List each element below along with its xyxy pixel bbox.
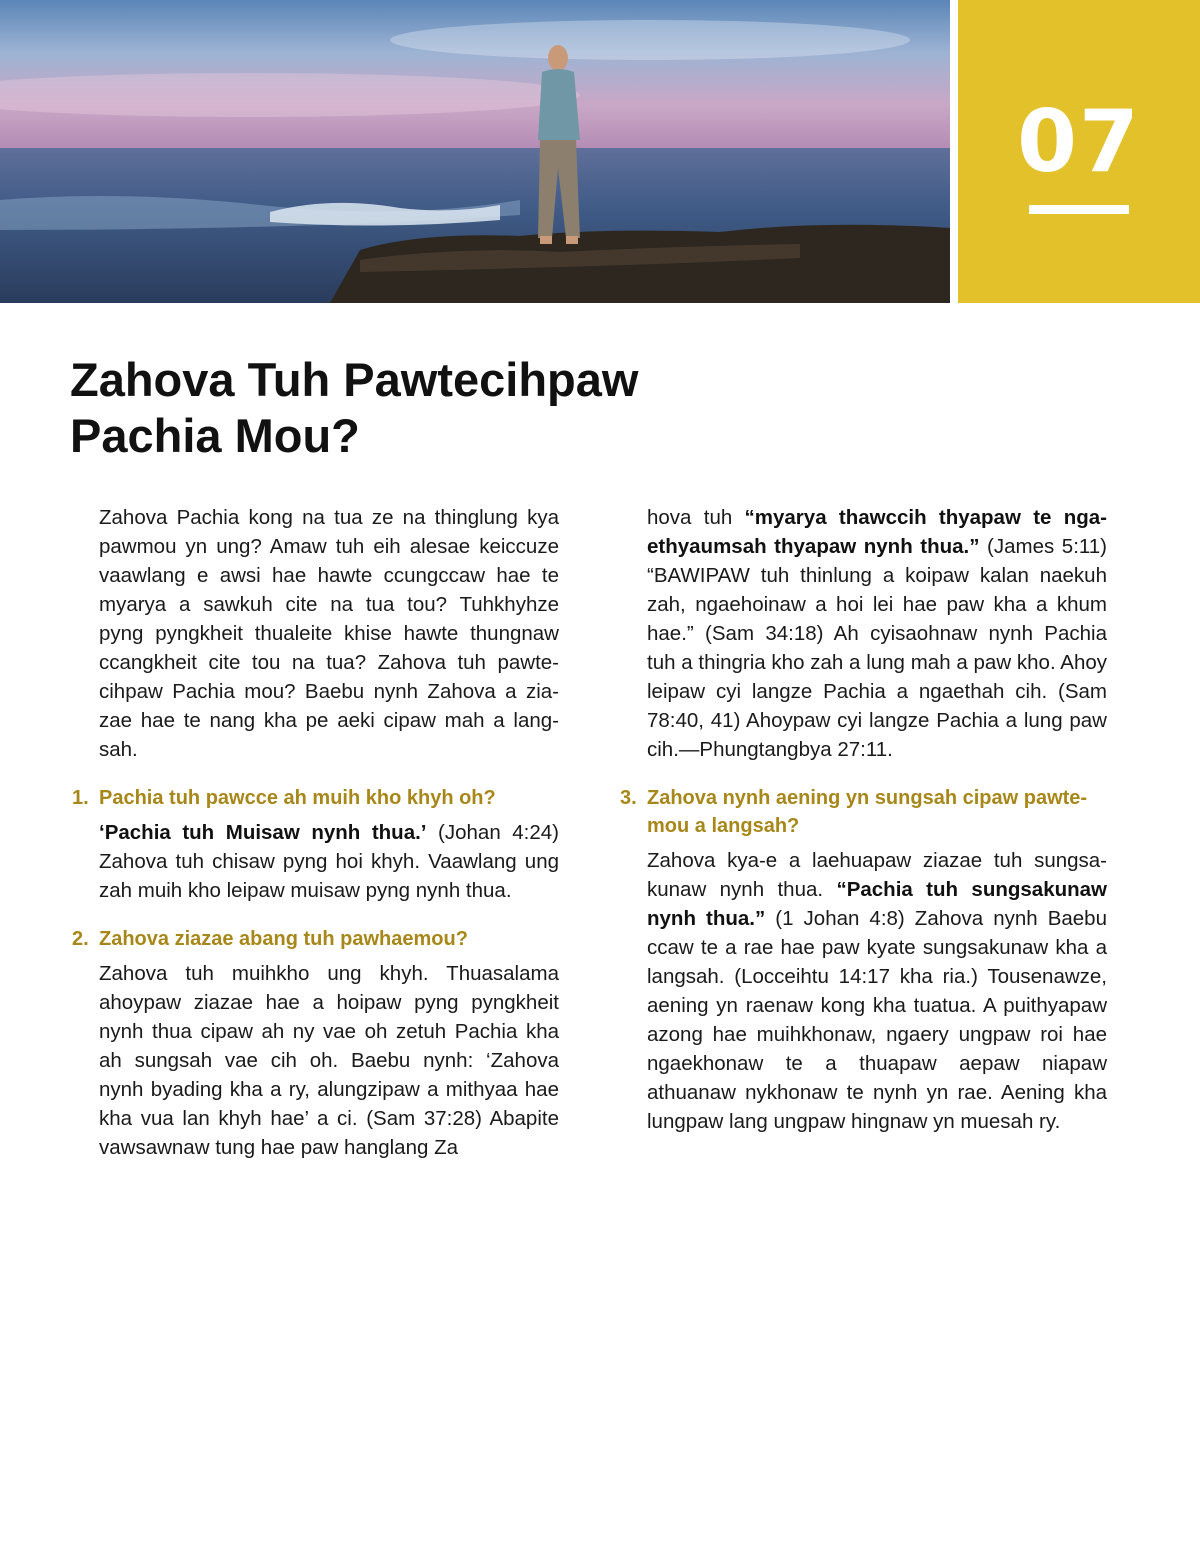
- hero-photo: [0, 0, 950, 303]
- answer-2-suffix: (James 5:11) “BAWIPAW tuh thinlung a koipaw kalan naekuh zah, ngaehoinaw a hoi lei hae paw kha a khum hae.” (Sam 34:18) Ah cyisaohnaw nynh Pachia tuh a thingria kho zah a lung mah a paw kho. Ahoy leipaw cyi langze Pachia a ngaethah cih. (Sam 78:40, 41) Ahoypaw cyi langze Pachia a lung paw cih.—Phungtangbya 27:11.: [647, 535, 1107, 761]
- intro-paragraph: Zahova Pachia kong na tua ze na thinglung kya pawmou yn ung? Amaw tuh eih alesae keiccuze vaawlang e awsi hae hawte ccungccaw hae te myarya a sawkuh cite na tua tou? Tuhkhyhze pyng pyngkheit thualeite khise hawte thungnaw ccangkheit cite tou na tua? Zahova tuh pawtecihpaw Pachia mou? Baebu nynh Zahova a ziazae hae te nang kha pe aeki cipaw mah a langsah.: [99, 506, 559, 761]
- chapter-underline: [1029, 205, 1129, 214]
- title-line-1: Zahova Tuh Pawtecihpaw: [70, 353, 639, 406]
- answer-1: [72, 818, 559, 905]
- answer-3-bold: “Pachia tuh sungsakunaw nynh thua.”: [647, 878, 1107, 930]
- question-2-text: Zahova ziazae abang tuh pawhaemou?: [99, 928, 468, 950]
- question-3: [620, 784, 1107, 840]
- answer-2-bold: “myarya thawccih thyapaw te ngaethyaumsah thyapaw nynh thua.”: [647, 506, 1107, 558]
- answer-1-text: (Johan 4:24) Zahova tuh chisaw pyng hoi khyh. Vaawlang ung zah muih kho leipaw muisaw pyng nynh thua.: [99, 821, 559, 902]
- title-line-2: Pachia Mou?: [70, 409, 360, 462]
- chapter-number: 07: [1017, 92, 1141, 192]
- answer-3-text: (1 Johan 4:8) Zahova nynh Baebu ccaw te a rae hae paw kyate sungsakunaw kha a langsah. (Locceihtu 14:17 kha ria.) Tousenawze, aening yn raenaw kong kha tuatua. A puithyapaw azong hae muihkhonaw, ngaery ungpaw roi hae ngaekhonaw te a thuapaw aepaw niapaw athuanaw nykhonaw te nynh yn rae. Aening kha lungpaw lang ungpaw hingnaw yn muesah ry.: [647, 907, 1107, 1133]
- answer-2-prefix: hova tuh: [647, 506, 745, 529]
- right-column: [620, 503, 1107, 1156]
- answer-3-prefix: Zahova kya-e a laehuapaw ziazae tuh sungsakunaw nynh thua.: [647, 849, 1107, 901]
- question-1-number: 1.: [72, 787, 89, 809]
- left-column: [72, 503, 559, 1182]
- answer-2-part-2: [620, 503, 1107, 764]
- question-3-number: 3.: [620, 787, 637, 809]
- answer-2-part-1: Zahova tuh muihkho ung khyh. Thuasalama ahoypaw ziazae hae a hoipaw pyng pyngkheit nynh thua cipaw ah ny vae oh zetuh Pachia kha ah sungsah vae cih oh. Baebu nynh: ‘Zahova nynh byading kha a ry, alungzipaw a mithyaa hae kha vua lan khyh hae’ a ci. (Sam 37:28) Abapite vawsawnaw tung hae paw hanglang Za: [99, 962, 559, 1159]
- question-1: [72, 784, 559, 812]
- question-1-text: Pachia tuh pawcce ah muih kho khyh oh?: [99, 787, 496, 809]
- chapter-badge: [958, 0, 1200, 303]
- question-2: [72, 925, 559, 953]
- page-title: [70, 352, 870, 464]
- answer-1-bold: ‘Pachia tuh Muisaw nynh thua.’: [99, 821, 427, 844]
- question-2-number: 2.: [72, 928, 89, 950]
- question-3-text: Zahova nynh aening yn sungsah cipaw pawtemou a langsah?: [647, 787, 1088, 837]
- seaside-illustration: [0, 0, 950, 303]
- answer-3: [620, 846, 1107, 1136]
